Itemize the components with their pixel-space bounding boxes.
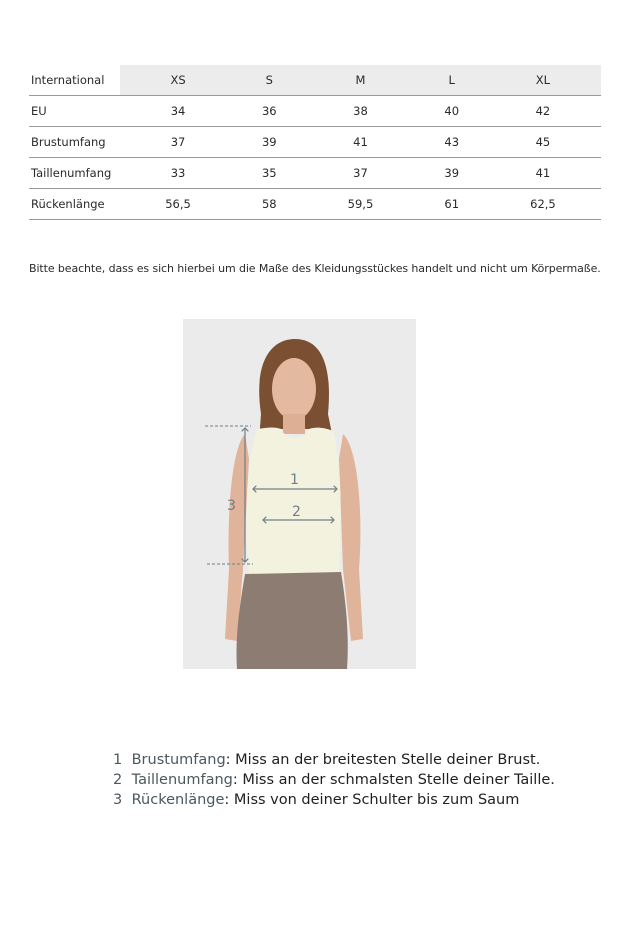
tank-top [247,428,341,578]
size-header-xl: XL [485,65,601,96]
row-label: Taillenumfang [29,158,120,189]
legend-item-waist [113,770,555,790]
size-header-xs: XS [120,65,236,96]
table-cell: 59,5 [302,189,418,220]
table-cell: 39 [236,127,302,158]
measurement-legend [113,750,555,810]
table-cell: 37 [120,127,236,158]
table-cell: 61 [419,189,485,220]
table-cell: 33 [120,158,236,189]
table-row [29,158,601,189]
table-cell: 56,5 [120,189,236,220]
table-cell: 42 [485,96,601,127]
table-header-row [29,65,601,96]
row-label: EU [29,96,120,127]
table-cell: 41 [302,127,418,158]
marker-2: 2 [292,504,301,520]
legend-item-chest [113,750,555,770]
marker-1: 1 [290,472,299,488]
legend-text: : Miss an der schmalsten Stelle deiner Taille. [232,772,555,788]
size-header-s: S [236,65,302,96]
legend-number: 2 [113,772,123,788]
legend-number: 1 [113,752,123,768]
table-cell: 45 [485,127,601,158]
model-photo [183,319,416,669]
table-cell: 38 [302,96,418,127]
table-cell: 41 [485,158,601,189]
table-cell: 40 [419,96,485,127]
size-table [29,65,601,220]
legend-text: : Miss an der breitesten Stelle deiner Brust. [225,752,541,768]
trousers [236,572,347,669]
table-row [29,189,601,220]
table-row [29,127,601,158]
table-cell: 35 [236,158,302,189]
measurement-note: Bitte beachte, dass es sich hierbei um die Maße des Kleidungsstückes handelt und nicht um Körpermaße. [29,262,601,275]
legend-number: 3 [113,792,123,808]
table-cell: 34 [120,96,236,127]
legend-term: Taillenumfang [131,772,233,788]
table-cell: 37 [302,158,418,189]
legend-term: Brustumfang [131,752,226,768]
legend-item-back-length [113,790,555,810]
table-cell: 62,5 [485,189,601,220]
size-header-l: L [419,65,485,96]
table-cell: 43 [419,127,485,158]
row-label: Rückenlänge [29,189,120,220]
table-cell: 58 [236,189,302,220]
table-row [29,96,601,127]
table-cell: 36 [236,96,302,127]
face [272,358,316,420]
row-label: Brustumfang [29,127,120,158]
table-cell: 39 [419,158,485,189]
header-label: International [29,65,120,96]
measurement-illustration [183,319,416,669]
marker-3: 3 [227,498,236,514]
size-header-m: M [302,65,418,96]
legend-term: Rückenlänge [131,792,225,808]
legend-text: : Miss von deiner Schulter bis zum Saum [224,792,520,808]
